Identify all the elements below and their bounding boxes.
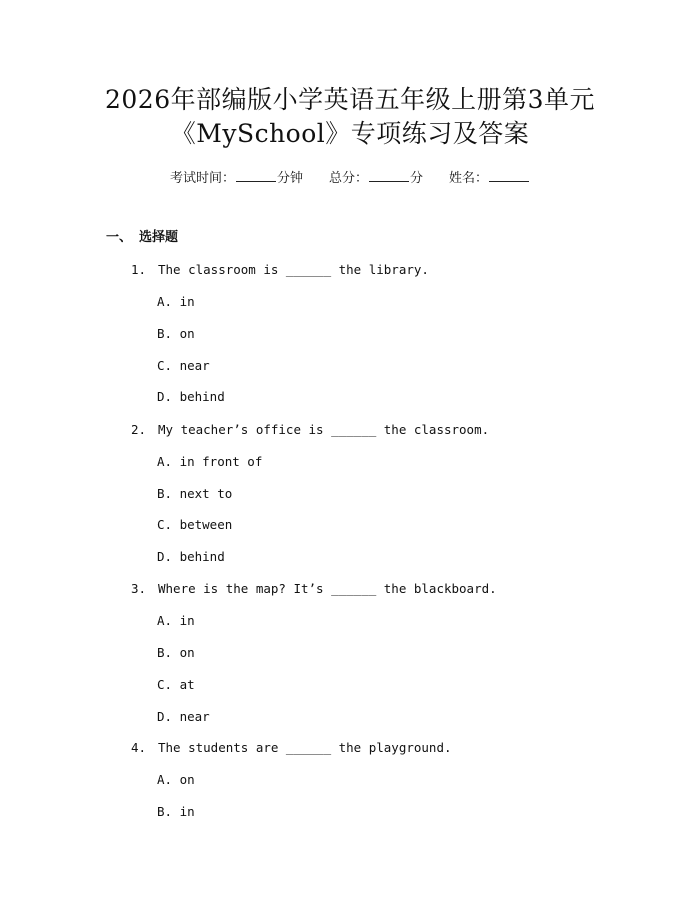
exam-time	[170, 168, 303, 188]
option-1d: D. behind	[157, 389, 225, 404]
option-1b: B. on	[157, 326, 195, 341]
option-3c: C. at	[157, 677, 195, 692]
option-3b: B. on	[157, 645, 195, 660]
page-title-line-2: 《MySchool》专项练习及答案	[170, 119, 530, 148]
question-4	[131, 739, 452, 757]
section-number: 一、	[106, 230, 133, 245]
question-text: My teacher’s office is ______ the classroom.	[158, 422, 490, 437]
option-2a: A. in front of	[157, 454, 263, 469]
option-4b: B. in	[157, 804, 195, 819]
question-number: 4.	[131, 740, 147, 755]
option-2b: B. next to	[157, 486, 233, 501]
name-label: 姓名：	[449, 171, 489, 186]
option-3a: A. in	[157, 613, 195, 628]
question-text: The students are ______ the playground.	[158, 740, 452, 755]
section-heading	[106, 229, 178, 247]
option-2c: C. between	[157, 517, 233, 532]
time-label: 考试时间：	[169, 171, 235, 186]
name-blank	[489, 168, 529, 182]
question-text: Where is the map? It’s ______ the blackboard.	[158, 581, 497, 596]
score-unit: 分	[410, 171, 424, 186]
exam-score	[329, 168, 423, 188]
time-unit: 分钟	[276, 171, 303, 186]
exam-meta	[0, 168, 700, 188]
score-label: 总分：	[328, 171, 368, 186]
time-blank	[236, 168, 276, 182]
exam-name	[449, 168, 530, 188]
question-text: The classroom is ______ the library.	[158, 262, 429, 277]
option-1a: A. in	[157, 294, 195, 309]
question-number: 3.	[131, 581, 147, 596]
question-1	[131, 261, 429, 279]
question-number: 2.	[131, 422, 147, 437]
option-1c: C. near	[157, 358, 210, 373]
score-blank	[369, 168, 409, 182]
option-4a: A. on	[157, 772, 195, 787]
question-number: 1.	[131, 262, 147, 277]
page-title-line-1: 2026年部编版小学英语五年级上册第3单元	[104, 85, 596, 114]
question-3	[131, 580, 497, 598]
option-3d: D. near	[157, 709, 210, 724]
option-2d: D. behind	[157, 549, 225, 564]
section-title: 选择题	[139, 230, 179, 245]
question-2	[131, 421, 489, 439]
